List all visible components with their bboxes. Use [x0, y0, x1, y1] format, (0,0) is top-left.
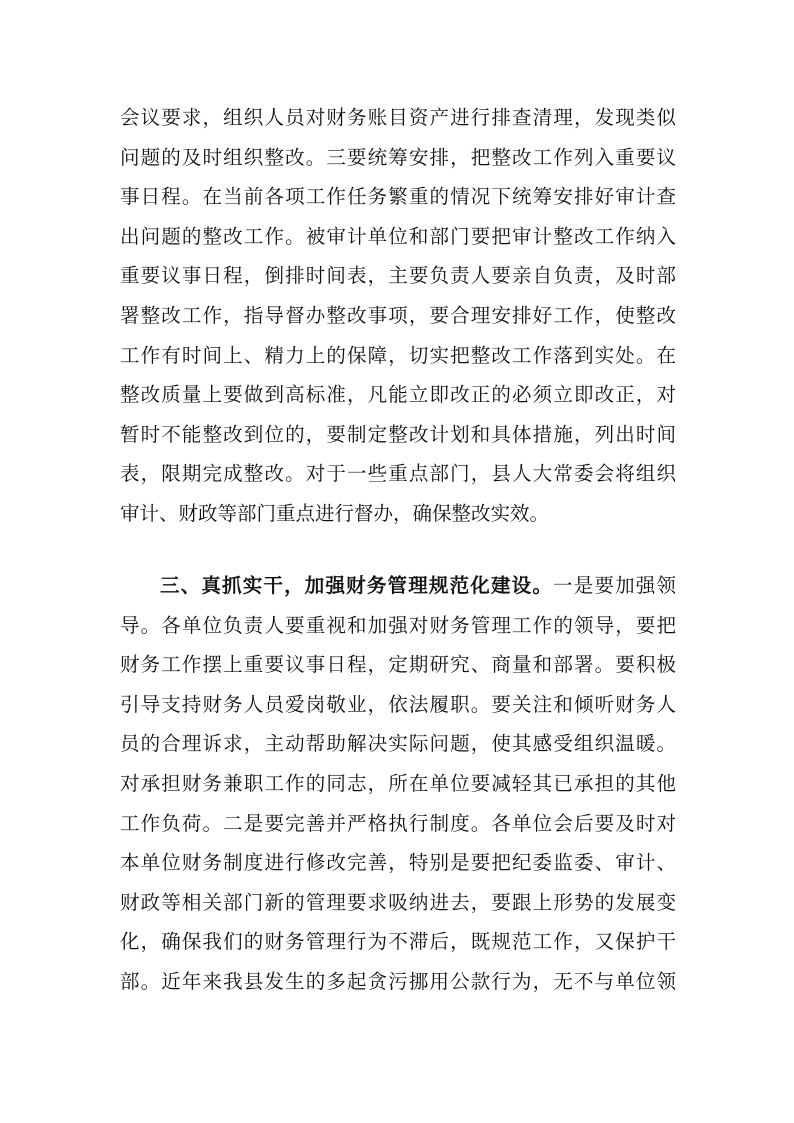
- paragraph-first-line: [120, 566, 676, 606]
- text-line: 对承担财务兼职工作的同志，所在单位要减轻其已承担的其他: [120, 771, 676, 795]
- text-line: 财务工作摆上重要议事日程，定期研究、商量和部署。要积极: [120, 653, 676, 677]
- text-line: 引导支持财务人员爱岗敬业，依法履职。要关注和倾听财务人: [120, 692, 676, 716]
- text-line: 本单位财务制度进行修改完善，特别是要把纪委监委、审计、: [120, 851, 676, 875]
- text-line: 表，限期完成整改。对于一些重点部门，县人大常委会将组织: [120, 462, 676, 486]
- text-line: 署整改工作，指导督办整改事项，要合理安排好工作，使整改: [120, 303, 676, 327]
- text-line: 会议要求，组织人员对财务账目资产进行排查清理，发现类似: [120, 106, 676, 129]
- text-line: 导。各单位负责人要重视和加强对财务管理工作的领导，要把: [120, 613, 676, 637]
- heading-line-rest: 一是要加强领: [553, 574, 676, 597]
- paragraph-audit-rectification: [120, 98, 676, 534]
- text-line: 化，确保我们的财务管理行为不滞后，既规范工作，又保护干: [120, 930, 676, 954]
- text-line: 工作负荷。二是要完善并严格执行制度。各单位会后要及时对: [120, 811, 676, 835]
- text-line: 事日程。在当前各项工作任务繁重的情况下统筹安排好审计查: [120, 185, 676, 209]
- text-line: 工作有时间上、精力上的保障，切实把整改工作落到实处。在: [120, 343, 676, 367]
- text-line: 问题的及时组织整改。三要统筹安排，把整改工作列入重要议: [120, 145, 676, 169]
- text-line: 审计、财政等部门重点进行督办，确保整改实效。: [120, 501, 550, 525]
- text-line: 整改质量上要做到高标准，凡能立即改正的必须立即改正，对: [120, 383, 676, 407]
- text-line: 暂时不能整改到位的，要制定整改计划和具体措施，列出时间: [120, 422, 676, 446]
- section-heading: 三、真抓实干，加强财务管理规范化建设。: [160, 574, 554, 597]
- text-line: 出问题的整改工作。被审计单位和部门要把审计整改工作纳入: [120, 224, 676, 248]
- paragraph-financial-management: [120, 566, 676, 1002]
- text-line: 重要议事日程，倒排时间表，主要负责人要亲自负责，及时部: [120, 264, 676, 288]
- text-line: 财政等相关部门新的管理要求吸纳进去，要跟上形势的发展变: [120, 890, 676, 914]
- text-line: 部。近年来我县发生的多起贪污挪用公款行为，无不与单位领: [120, 969, 676, 993]
- text-line: 员的合理诉求，主动帮助解决实际问题，使其感受组织温暖。: [120, 732, 676, 756]
